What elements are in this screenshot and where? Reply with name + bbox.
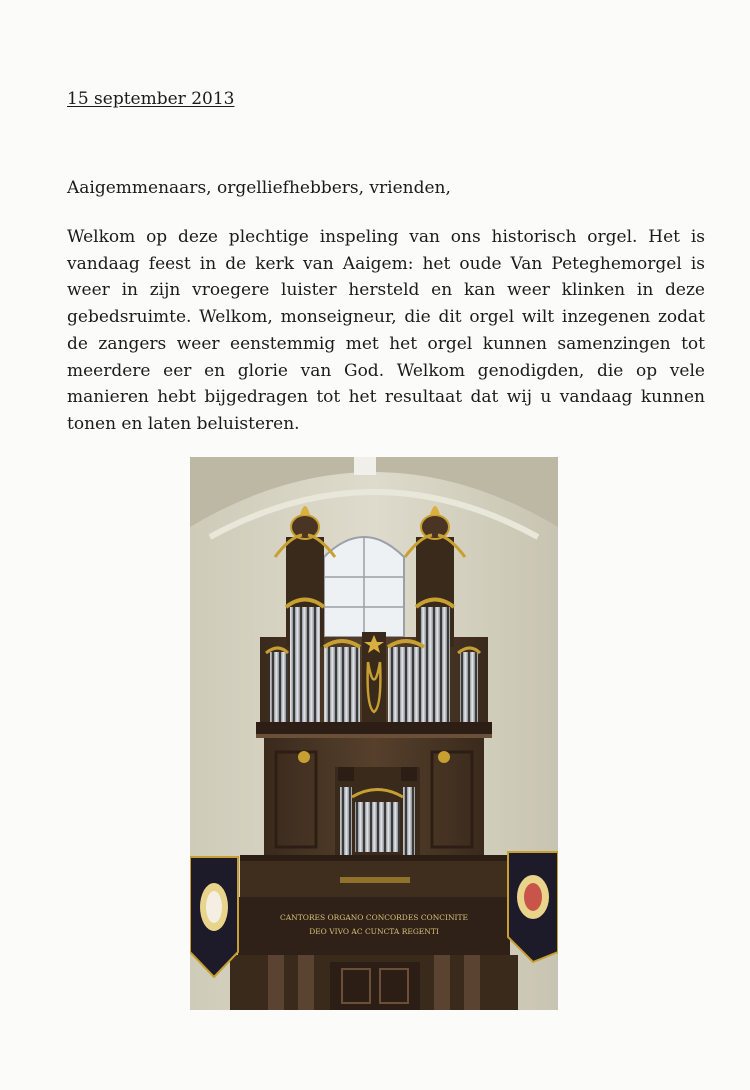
letter-salutation: Aaigemmenaars, orgelliefhebbers, vrienden, — [67, 178, 451, 198]
positive-pipes — [355, 802, 400, 852]
right-urn — [421, 515, 449, 539]
left-tower-pipes — [290, 607, 320, 722]
inscription-line-2: DEO VIVO AC CUNCTA REGENTI — [309, 927, 439, 936]
column — [298, 955, 314, 1010]
column — [434, 955, 450, 1010]
letter-date: 15 september 2013 — [67, 89, 235, 109]
letter-paragraph: Welkom op deze plechtige inspeling van ons historisch orgel. Het is vandaag feest in de kerk van Aaigem: het oude Van Peteghemorgel is weer in zijn vroegere luister hersteld en kan weer klinken in deze gebedsruimte. Welkom, monseigneur, die dit orgel wilt inzegenen zodat de zangers weer eenstemmig met het orgel kunnen samenzingen tot meerdere eer en glorie van God. Welkom genodigden, die op vele manieren hebt bijgedragen tot het resultaat dat wij u vandaag kunnen tonen en laten beluisteren. — [67, 227, 705, 434]
left-urn — [291, 515, 319, 539]
inscription-line-1: CANTORES ORGANO CONCORDES CONCINITE — [280, 913, 468, 922]
inscription-band — [238, 897, 510, 955]
right-tower-pipes — [420, 607, 450, 722]
column — [464, 955, 480, 1010]
left-flat-pipes — [324, 647, 360, 722]
organ-photo — [190, 457, 558, 1010]
ceiling-lamp — [354, 457, 376, 475]
right-flat-pipes — [388, 647, 424, 722]
column — [268, 955, 284, 1010]
